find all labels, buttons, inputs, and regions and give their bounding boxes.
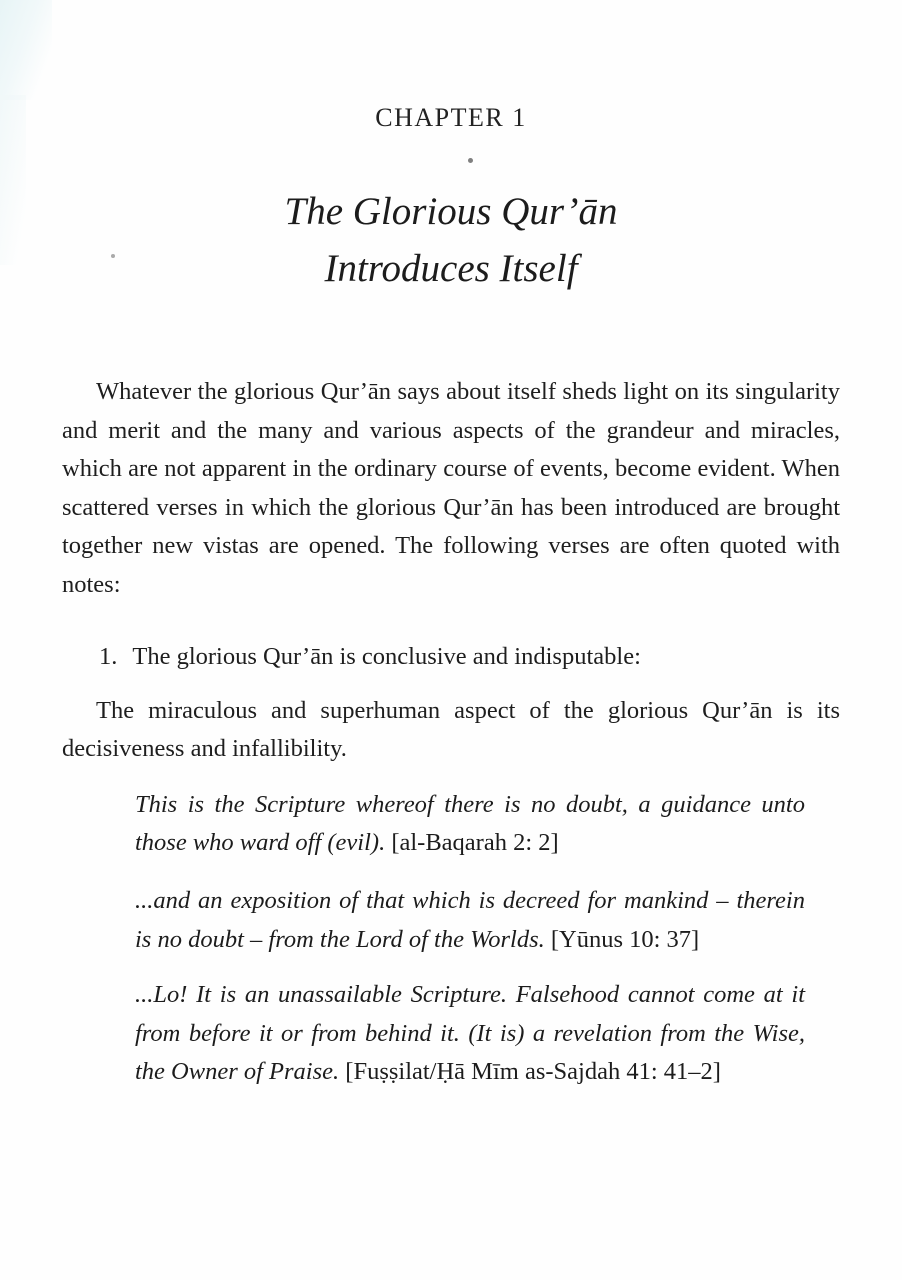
intro-paragraph: Whatever the glorious Qur’ān says about itself sheds light on its singularity and merit and the many and various aspects of the grandeur and miracles, which are not apparent in the ordinary course of events, become evident. When scattered verses in which the glorious Qur’ān has been introduced are brought together new vistas are opened. The following verses are often quoted with notes: (62, 378, 840, 598)
quote-yunus (135, 882, 805, 959)
chapter-title-line2: Introduces Itself (324, 247, 578, 290)
quote-citation: [Yūnus 10: 37] (550, 925, 700, 953)
decisiveness-paragraph: The miraculous and superhuman aspect of the glorious Qur’ān is its decisiveness and infallibility. (62, 696, 840, 763)
quote-al-baqarah (135, 786, 805, 863)
quote-text: ...Lo! It is an unassailable Scripture. Falsehood cannot come at it from before it or from behind it. (It is) a revelation from the Wise, the Owner of Praise. (135, 981, 805, 1086)
chapter-title (62, 183, 840, 297)
list-item-1 (62, 638, 840, 676)
quote-text: This is the Scripture whereof there is no doubt, a guidance unto those who ward off (evil). (135, 790, 805, 857)
page-content (0, 103, 902, 1092)
chapter-label: CHAPTER 1 (375, 103, 527, 132)
quote-citation: [al-Baqarah 2: 2] (391, 829, 559, 857)
list-item-number: 1. (99, 642, 118, 670)
quote-text: ...and an exposition of that which is decreed for mankind – therein is no doubt – from the Lord of the Worlds. (135, 886, 805, 953)
scan-corner-tint (0, 0, 52, 100)
chapter-title-line1: The Glorious Qur’ān (284, 190, 618, 233)
quote-fussilat (135, 976, 805, 1092)
quote-citation: [Fuṣṣilat/Ḥā Mīm as-Sajdah 41: 41–2] (345, 1058, 721, 1086)
list-item-text: The glorious Qur’ān is conclusive and indisputable: (132, 642, 641, 670)
